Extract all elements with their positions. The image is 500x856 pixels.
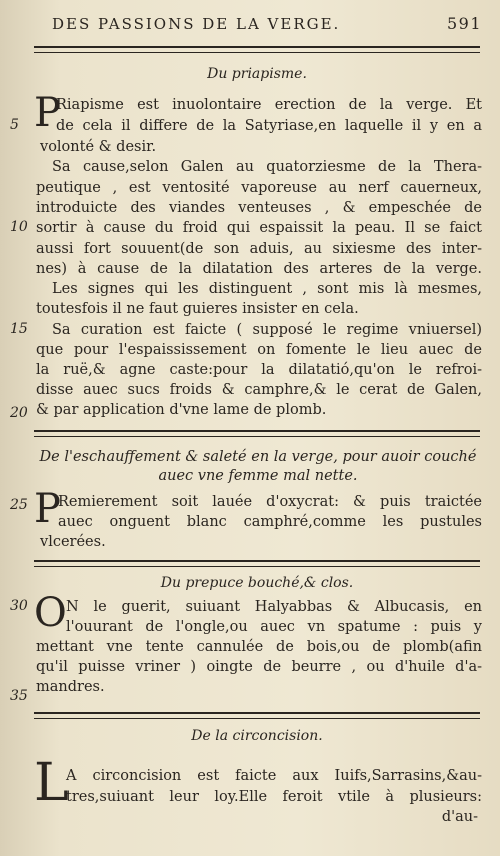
text-line: A circoncision est faicte aux Iuifs,Sarrasins,&au- xyxy=(66,768,482,784)
text-line: N le guerit, suiuant Halyabbas & Albucasis, en xyxy=(66,599,482,615)
page-header xyxy=(52,14,482,36)
text-line: auec onguent blanc camphré,comme les pustules xyxy=(58,514,482,530)
text-line: qu'il puisse vriner ) oingte de beurre , ou d'huile d'a- xyxy=(36,659,482,675)
text-line: tres,suiuant leur loy.Elle feroit vtile à plusieurs: xyxy=(66,789,482,805)
drop-cap: P xyxy=(34,486,61,532)
text-line: l'ouurant de l'ongle,ou auec vn spatume : puis y xyxy=(66,619,482,635)
text-line: Les signes qui les distinguent , sont mis là mesmes, xyxy=(52,281,482,297)
section-title-eschauffement-cont: auec vne femme mal nette. xyxy=(158,468,358,484)
section-title-eschauffement: De l'eschauffement & saleté en la verge, pour auoir couché xyxy=(39,449,477,465)
text-line: Sa curation est faicte ( supposé le regime vniuersel) xyxy=(52,322,482,338)
text-line: la ruë,& agne caste:pour la dilatatió,qu'on le refroi- xyxy=(36,362,482,378)
drop-cap: O xyxy=(34,590,67,636)
text-line: volonté & desir. xyxy=(40,139,157,155)
text-line: Sa cause,selon Galen au quatorziesme de la Thera- xyxy=(52,159,482,175)
text-line: mettant vne tente cannulée de bois,ou de plomb(afin xyxy=(36,639,482,655)
text-line: aussi fort souuent(de son aduis, au sixiesme des inter- xyxy=(36,241,482,257)
running-head: DES PASSIONS DE LA VERGE. xyxy=(52,15,341,33)
ornamental-rule xyxy=(34,560,480,567)
ornamental-rule xyxy=(34,712,480,719)
ornamental-rule xyxy=(34,46,480,53)
text-line: toutesfois il ne faut guieres insister en cela. xyxy=(36,301,359,317)
text-line: peutique , est ventosité vaporeuse au nerf cauerneux, xyxy=(36,180,482,196)
margin-line-number: 30 xyxy=(10,598,28,614)
text-line: de cela il differe de la Satyriase,en laquelle il y en a xyxy=(56,118,482,134)
section-title-circoncision: De la circoncision. xyxy=(191,728,323,744)
text-line: que pour l'espaississement on fomente le lieu auec de xyxy=(36,342,482,358)
text-line: nes) à cause de la dilatation des arteres de la verge. xyxy=(36,261,482,277)
drop-cap: L xyxy=(34,753,69,813)
margin-line-number: 15 xyxy=(10,321,28,337)
ornamental-rule xyxy=(34,430,480,437)
margin-line-number: 20 xyxy=(10,405,28,421)
section-title-priapisme: Du priapisme. xyxy=(207,66,307,82)
text-line: Riapisme est inuolontaire erection de la verge. Et xyxy=(56,97,482,113)
text-line: vlcerées. xyxy=(40,534,106,550)
page-number: 591 xyxy=(446,14,482,33)
text-line: Remierement soit lauée d'oxycrat: & puis traictée xyxy=(58,494,482,510)
text-line: sortir à cause du froid qui espaissit la peau. Il se faict xyxy=(36,220,482,236)
margin-line-number: 35 xyxy=(10,688,28,704)
drop-cap: P xyxy=(34,90,61,136)
text-line: & par application d'vne lame de plomb. xyxy=(36,402,327,418)
text-line: disse auec sucs froids & camphre,& le cerat de Galen, xyxy=(36,382,482,398)
text-line: introduicte des viandes venteuses , & empeschée de xyxy=(36,200,482,216)
margin-line-number: 5 xyxy=(10,117,19,133)
section-title-prepuce: Du prepuce bouché,& clos. xyxy=(160,575,354,591)
catchword: d'au- xyxy=(441,809,478,825)
margin-line-number: 25 xyxy=(10,497,28,513)
margin-line-number: 10 xyxy=(10,219,28,235)
text-line: mandres. xyxy=(36,679,105,695)
